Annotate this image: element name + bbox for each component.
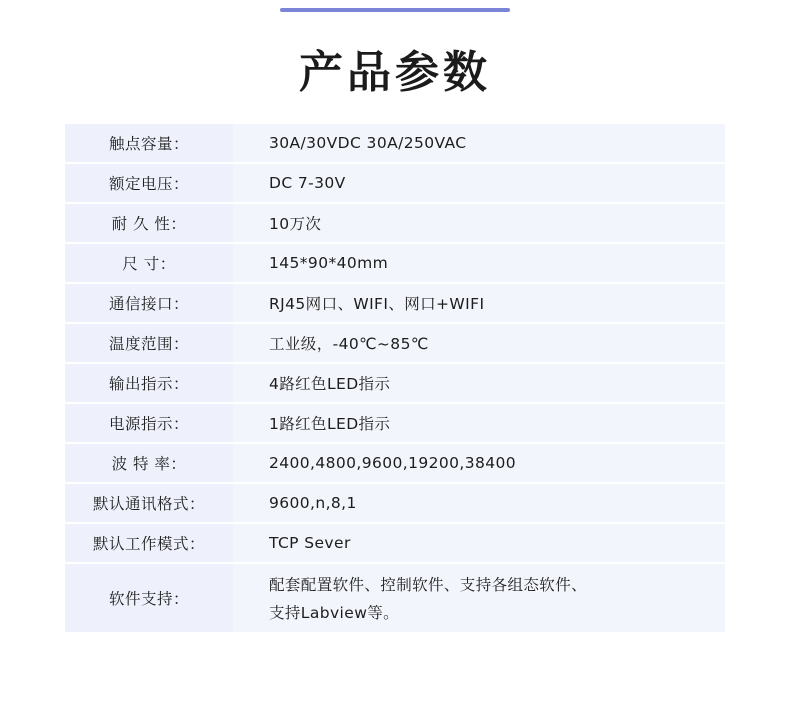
table-row xyxy=(65,324,725,362)
spec-value: RJ45网口、WIFI、网口+WIFI xyxy=(233,284,725,322)
spec-value: 1路红色LED指示 xyxy=(233,404,725,442)
spec-label: 耐 久 性： xyxy=(65,204,233,242)
table-row xyxy=(65,164,725,202)
spec-value xyxy=(233,564,725,632)
spec-label: 尺 寸： xyxy=(65,244,233,282)
spec-label: 默认工作模式： xyxy=(65,524,233,562)
spec-value: 10万次 xyxy=(233,204,725,242)
table-row xyxy=(65,364,725,402)
spec-value: 9600,n,8,1 xyxy=(233,484,725,522)
table-row xyxy=(65,124,725,162)
spec-value-line1: 配套配置软件、控制软件、支持各组态软件、 xyxy=(269,576,588,594)
table-row xyxy=(65,244,725,282)
spec-value: 2400,4800,9600,19200,38400 xyxy=(233,444,725,482)
spec-table xyxy=(65,122,725,634)
spec-value: 工业级，-40℃~85℃ xyxy=(233,324,725,362)
spec-value-line2: 支持Labview等。 xyxy=(269,604,400,622)
table-row xyxy=(65,444,725,482)
spec-label: 电源指示： xyxy=(65,404,233,442)
spec-label: 波 特 率： xyxy=(65,444,233,482)
table-row xyxy=(65,404,725,442)
table-row xyxy=(65,524,725,562)
spec-value: TCP Sever xyxy=(233,524,725,562)
spec-label: 额定电压： xyxy=(65,164,233,202)
spec-value: 4路红色LED指示 xyxy=(233,364,725,402)
spec-label: 输出指示： xyxy=(65,364,233,402)
table-row xyxy=(65,204,725,242)
spec-label: 温度范围： xyxy=(65,324,233,362)
spec-value: DC 7-30V xyxy=(233,164,725,202)
spec-label: 触点容量： xyxy=(65,124,233,162)
spec-label: 通信接口： xyxy=(65,284,233,322)
top-accent-rule xyxy=(280,8,510,12)
spec-label: 默认通讯格式： xyxy=(65,484,233,522)
spec-label: 软件支持： xyxy=(65,564,233,632)
table-row xyxy=(65,284,725,322)
table-row xyxy=(65,484,725,522)
spec-value: 30A/30VDC 30A/250VAC xyxy=(233,124,725,162)
table-row xyxy=(65,564,725,632)
page-title: 产品参数 xyxy=(299,47,491,98)
spec-value: 145*90*40mm xyxy=(233,244,725,282)
